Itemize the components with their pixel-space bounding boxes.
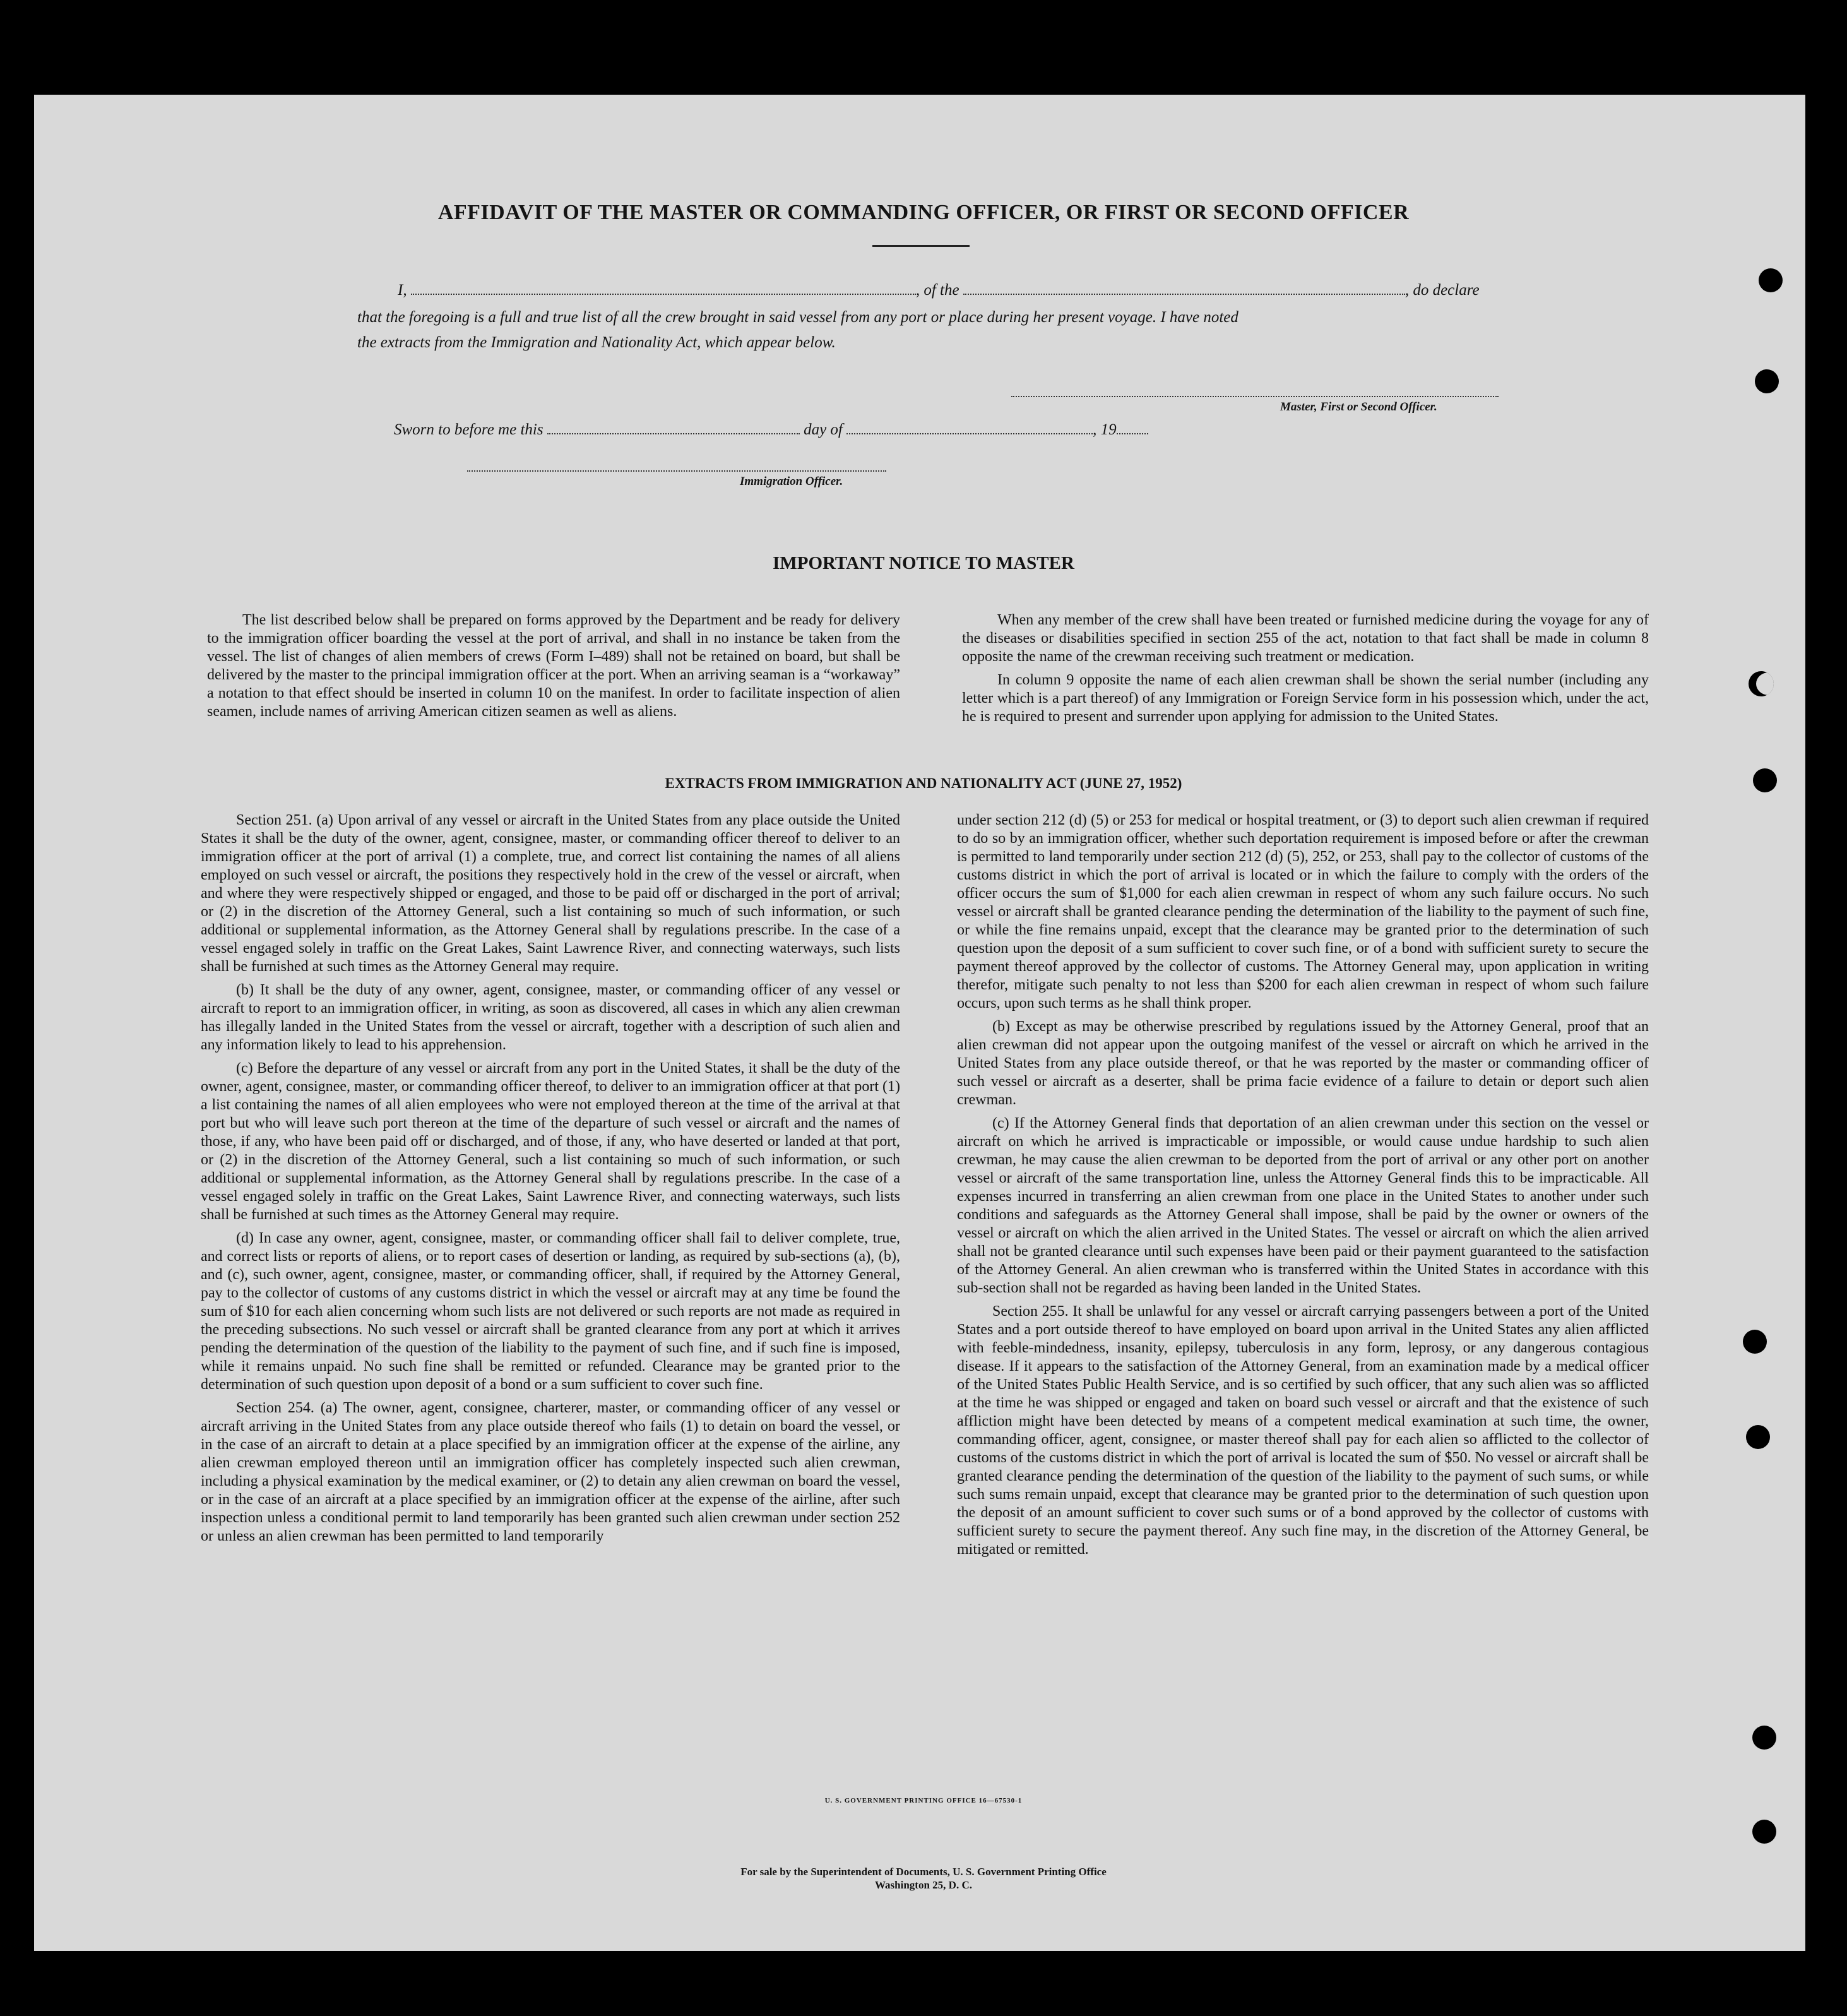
extracts-title: EXTRACTS FROM IMMIGRATION AND NATIONALITY ACT (JUNE 27, 1952) [665, 775, 1182, 791]
punch-hole [1752, 1726, 1776, 1750]
affidavit-title: AFFIDAVIT OF THE MASTER OR COMMANDING OFFICER, OR FIRST OR SECOND OFFICER [437, 201, 1410, 224]
sworn-year-field[interactable] [1117, 422, 1148, 434]
declaration-declare: , do declare [1405, 282, 1480, 299]
name-field[interactable] [411, 282, 916, 295]
vessel-field[interactable] [963, 282, 1405, 295]
sworn-day-field[interactable] [547, 422, 800, 434]
punch-hole [1755, 369, 1779, 393]
extracts-right-column [957, 811, 1649, 1564]
declaration-i: I, [398, 282, 407, 299]
section-251-b: (b) It shall be the duty of any owner, agent, consignee, master, or commanding officer of any vessel or aircraft to report to an immigration officer, in writing, as soon as discovered, all cases in which any alien crewman has illegally landed in the United States from the vessel or aircraft, together with a description of such alien and any information likely to lead to his apprehension. [201, 982, 900, 1053]
punch-hole [1749, 671, 1774, 696]
sale-notice [0, 1865, 1847, 1892]
section-254-b: (b) Except as may be otherwise prescribed by regulations issued by the Attorney General, proof that an alien crewman did not appear upon the outgoing manifest of the vessel or aircraft on which he arrived in the United States from any place outside thereof, or that he was reported by the master or commanding officer of such vessel or aircraft as a deserter, shall be prima facie evidence of a failure to detain or deport such alien crewman. [957, 1018, 1649, 1108]
section-254-a: Section 254. (a) The owner, agent, consignee, charterer, master, or commanding officer of any vessel or aircraft arriving in the United States from any place outside thereof who fails (1) to detain on board the vessel, or in the case of an aircraft to detain at a place specified by an immigration officer at the expense of the airline, any alien crewman employed thereon until an immigration officer has completely inspected such alien crewman, including a physical examination by the medical examiner, or (2) to detain any alien crewman on board the vessel, or in the case of an aircraft at a place specified by an immigration officer at the expense of the airline, after such inspection unless a conditional permit to land temporarily has been granted such alien crewman under section 252 or unless an alien crewman has been permitted to land temporarily [201, 1400, 900, 1544]
section-254-c: (c) If the Attorney General finds that deportation of an alien crewman under this section on the vessel or aircraft on which he arrived is impracticable or impossible, or would cause undue hardship to such alien crewman, he may cause the alien crewman to be deported from the port of arrival or any other port on another vessel or aircraft of the same transportation line, unless the Attorney General finds this to be impracticable. All expenses incurred in transferring an alien crewman from one place in the United States to another under such conditions and safeguards as the Attorney General shall impose, shall be paid by the owner or owners of the vessel or aircraft on which the alien arrived in the United States. The vessel or aircraft on which the alien arrived shall not be granted clearance until such expenses have been paid or their payment guaranteed to the satisfaction of the Attorney General. An alien crewman who is transferred within the United States in accordance with this sub-section shall not be regarded as having been landed in the United States. [957, 1115, 1649, 1296]
notice-left-column [207, 611, 900, 726]
section-251-a: Section 251. (a) Upon arrival of any vessel or aircraft in the United States from any place outside the United States it shall be the duty of the owner, agent, consignee, master, or commanding officer thereof to deliver to an immigration officer at the port of arrival (1) a complete, true, and correct list containing the names of all aliens employed on such vessel or aircraft, the positions they respectively hold in the crew of the vessel or aircraft, when and where they were respectively shipped or engaged, and those to be paid off or discharged in the port of arrival; or (2) in the discretion of the Attorney General, such a list containing so much of such information, or such additional or supplemental information, as the Attorney General shall by regulations prescribe. In the case of a vessel engaged solely in traffic on the Great Lakes, Saint Lawrence River, and connecting waterways, such lists shall be furnished at such times as the Attorney General may require. [201, 812, 900, 975]
declaration-of-the: , of the [915, 282, 959, 299]
section-255: Section 255. It shall be unlawful for any vessel or aircraft carrying passengers between a port of the United States and a port outside thereof to have employed on board upon arrival in the United States any alien afflicted with feeble-mindedness, insanity, epilepsy, tuberculosis in any form, leprosy, or any dangerous contagious disease. If it appears to the satisfaction of the Attorney General, from an examination made by a medical officer of the United States Public Health Service, and is so certified by such officer, that any such alien was so afflicted at the time he was shipped or engaged and taken on board such vessel or aircraft and that the existence of such affliction might have been detected by means of a competent medical examination at such time, the owner, commanding officer, agent, consignee, or master thereof shall pay for each alien so afflicted to the collector of customs of the customs district in which the port of arrival is located the sum of $50. No vessel or aircraft shall be granted clearance pending the determination of the question of the liability to the payment of such sums, or while such sums remain unpaid, except that clearance may be granted prior to the determination of such question upon the deposit of an amount sufficient to cover such sums or of a bond approved by the collector of customs with sufficient surety to secure the payment thereof. Any such fine may, in the discretion of the Attorney General, be mitigated or remitted. [957, 1303, 1649, 1558]
printing-office-imprint: U. S. GOVERNMENT PRINTING OFFICE 16—67530-1 [824, 1797, 1023, 1804]
officer-signature-line[interactable] [467, 470, 886, 472]
punch-hole [1746, 1425, 1770, 1449]
master-caption: Master, First or Second Officer. [1280, 400, 1437, 414]
sale-notice-line-1: For sale by the Superintendent of Documents, U. S. Government Printing Office [740, 1866, 1107, 1878]
notice-left-paragraph: The list described below shall be prepared on forms approved by the Department and be ready for delivery to the immigration officer boarding the vessel at the port of arrival, and shall in no instance be taken from the vessel. The list of changes of alien members of crews (Form I–489) shall not be retained on board, but shall be delivered by the master to the principal immigration officer at the port. When an arriving seaman is a “workaway” a notation to that effect should be inserted in column 10 on the manifest. In order to facilitate inspection of alien seamen, include names of arriving American citizen seamen as well as aliens. [207, 612, 900, 720]
declaration-text-3: the extracts from the Immigration and Nationality Act, which appear below. [357, 334, 836, 351]
master-signature-line[interactable] [1011, 396, 1499, 397]
sworn-day-of: day of [804, 421, 843, 438]
officer-caption: Immigration Officer. [740, 475, 843, 488]
title-rule [872, 245, 970, 247]
sale-notice-line-2: Washington 25, D. C. [875, 1879, 972, 1891]
declaration-text-2: that the foregoing is a full and true list of all the crew brought in said vessel from any port or place during her present voyage. I have noted [357, 309, 1238, 326]
punch-hole [1759, 268, 1783, 292]
sworn-year: , 19 [1093, 421, 1117, 438]
sworn-month-field[interactable] [846, 422, 1093, 434]
section-251-c: (c) Before the departure of any vessel or aircraft from any port in the United States, it shall be the duty of the owner, agent, consignee, master, or commanding officer thereof, to deliver to an immigration officer at that port (1) a list containing the names of all alien employees who were not employed thereon at the time of the arrival at that port but who will leave such port thereon at the time of the departure of such vessel or aircraft and the names of those, if any, who have been paid off or discharged, and of those, if any, who have deserted or landed at that port, or (2) in the discretion of the Attorney General, such a list containing so much of such information, or such additional or supplemental information, as the Attorney General shall by regulations prescribe. In the case of a vessel engaged solely in traffic on the Great Lakes, Saint Lawrence River, and connecting waterways, such lists shall be furnished at such times as the Attorney General may require. [201, 1060, 900, 1223]
sworn-line [394, 421, 1148, 439]
notice-right-paragraph-1: When any member of the crew shall have been treated or furnished medicine during the voyage for any of the diseases or disabilities specified in section 255 of the act, notation to that fact shall be made in column 8 opposite the name of the crewman receiving such treatment or medication. [962, 612, 1649, 665]
section-251-d: (d) In case any owner, agent, consignee, master, or commanding officer shall fail to deliver complete, true, and correct lists or reports of aliens, or to report cases of desertion or landing, as required by sub-sections (a), (b), and (c), such owner, agent, consignee, master, or commanding officer, shall, if required by the Attorney General, pay to the collector of customs of any customs district in which the vessel or aircraft may at any time be found the sum of $10 for each alien concerning whom such lists are not delivered or such reports are not made as required in the preceding subsections. No such vessel or aircraft shall be granted clearance from any port at which it arrives pending the determination of the question of the liability to the payment of such fine, and if such fine is imposed, while it remains unpaid. No such fine shall be remitted or refunded. Clearance may be granted prior to the determination of such question upon deposit of a bond or a sum sufficient to cover such fine. [201, 1230, 900, 1393]
extracts-left-column [201, 811, 900, 1551]
notice-right-paragraph-2: In column 9 opposite the name of each alien crewman shall be shown the serial number (including any letter which is a part thereof) of any Immigration or Foreign Service form in his possession which, under the act, he is required to present and surrender upon applying for admission to the United States. [962, 672, 1649, 725]
notice-title: IMPORTANT NOTICE TO MASTER [773, 553, 1074, 573]
notice-right-column [962, 611, 1649, 731]
sworn-prefix: Sworn to before me this [394, 421, 543, 438]
declaration-line [398, 282, 1480, 299]
punch-hole [1752, 1820, 1776, 1844]
section-254-a-continued: under section 212 (d) (5) or 253 for medical or hospital treatment, or (3) to deport such alien crewman if required to do so by an immigration officer, whether such deportation requirement is imposed before or after the crewman is permitted to land temporarily under section 212 (d) (5), 252, or 253, shall pay to the collector of customs of the customs district in which the port of arrival is located or in which the failure to comply with the orders of the officer occurs the sum of $1,000 for each alien crewman in respect of whom any such failure occurs. No such vessel or aircraft shall be granted clearance pending the determination of the liability to the payment of such fine, or while the fine remains unpaid, except that the clearance may be granted prior to the determination of such question upon the deposit of a sum sufficient to cover such fine, or of a bond with sufficient surety to secure the payment thereof approved by the collector of customs. The Attorney General may, upon application in writing therefor, mitigate such penalty to not less than $200 for each alien crewman in respect of whom such failure occurs, upon such terms as he shall think proper. [957, 812, 1649, 1011]
punch-hole [1743, 1330, 1767, 1354]
